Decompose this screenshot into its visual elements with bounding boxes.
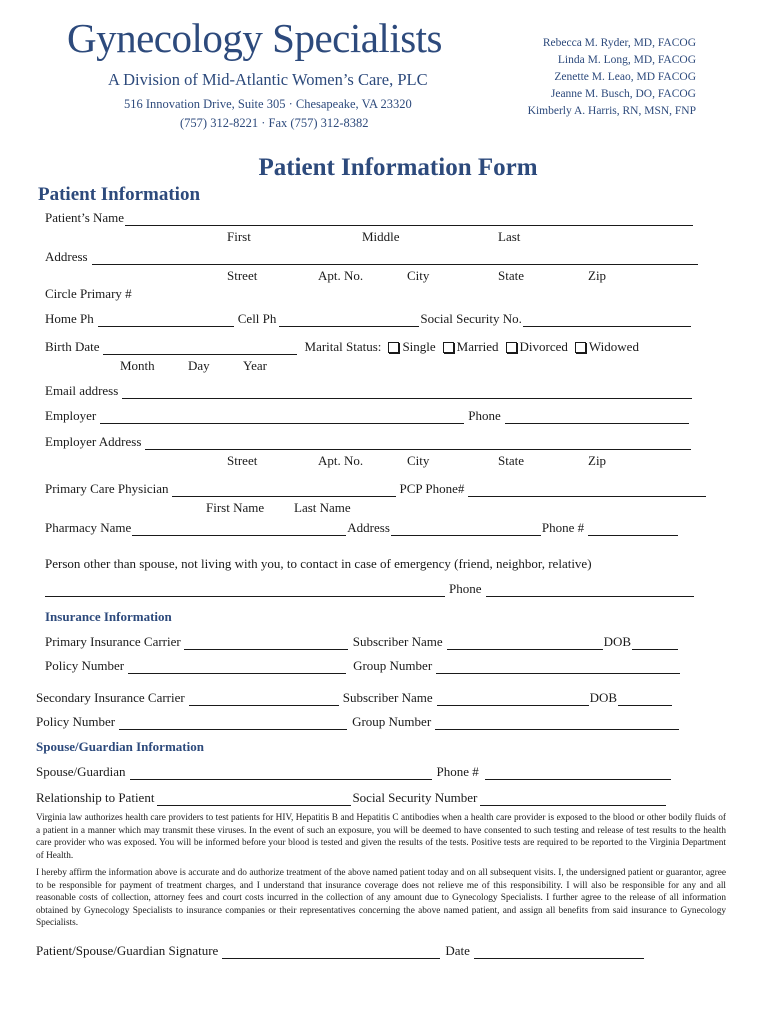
home-phone-field[interactable] [98, 314, 234, 327]
brand-name: Gynecology Specialists [67, 15, 443, 61]
employer-sub-city: City [407, 453, 430, 468]
checkbox-divorced[interactable] [506, 342, 517, 353]
primary-subscriber-label: Subscriber Name [352, 634, 443, 649]
spouse-phone-label: Phone # [436, 764, 479, 779]
emergency-contact-field[interactable] [45, 584, 445, 597]
secondary-subscriber-field[interactable] [437, 693, 589, 706]
circle-primary-label: Circle Primary # [45, 286, 132, 301]
birth-date-label: Birth Date [45, 339, 100, 354]
primary-policy-row [45, 657, 681, 674]
date-field[interactable] [474, 946, 644, 959]
name-sub-middle: Middle [362, 229, 400, 244]
secondary-subscriber-label: Subscriber Name [342, 690, 433, 705]
pharmacy-field[interactable] [132, 523, 346, 536]
spouse-ssn-field[interactable] [480, 793, 666, 806]
pharmacy-row [45, 519, 679, 536]
address-field[interactable] [92, 252, 698, 265]
checkbox-widowed[interactable] [575, 342, 586, 353]
marital-status-label: Marital Status: [304, 339, 382, 354]
employer-address-label: Employer Address [45, 434, 142, 449]
pcp-sub-first: First Name [206, 500, 265, 515]
spouse-phone-field[interactable] [485, 767, 671, 780]
secondary-policy-label: Policy Number [36, 714, 116, 729]
doctor-name: Zenette M. Leao, MD FACOG [554, 71, 696, 83]
emergency-row [45, 580, 695, 597]
primary-group-label: Group Number [353, 658, 433, 673]
address-sub-zip: Zip [588, 268, 607, 283]
email-row [45, 382, 693, 399]
section-title-insurance: Insurance Information [45, 609, 172, 624]
cell-phone-label: Cell Ph [237, 311, 277, 326]
pcp-field[interactable] [172, 484, 396, 497]
secondary-group-label: Group Number [352, 714, 432, 729]
marital-option-married: Married [456, 339, 499, 354]
marital-option-single: Single [402, 339, 436, 354]
employer-phone-label: Phone [468, 408, 501, 423]
employer-row [45, 407, 690, 424]
relationship-label: Relationship to Patient [36, 790, 155, 805]
doctor-name: Rebecca M. Ryder, MD, FACOG [542, 37, 696, 49]
phone-row [45, 310, 692, 327]
ssn-field[interactable] [523, 314, 691, 327]
employer-phone-field[interactable] [505, 411, 689, 424]
secondary-policy-row [36, 713, 680, 730]
doctor-name: Kimberly A. Harris, RN, MSN, FNP [527, 105, 696, 117]
pcp-label: Primary Care Physician [45, 481, 169, 496]
employer-address-field[interactable] [145, 437, 691, 450]
signature-row [36, 942, 645, 959]
section-title-patient: Patient Information [38, 184, 201, 205]
address-row [45, 248, 699, 265]
spouse-label: Spouse/Guardian [36, 764, 126, 779]
employer-sub-state: State [498, 453, 524, 468]
secondary-insurance-row [36, 689, 673, 706]
secondary-dob-field[interactable] [618, 693, 672, 706]
virginia-law-notice: Virginia law authorizes health care providers to test patients for HIV, Hepatitis B and Hepatitis C antibodies when a health care provider is exposed to the blood or other bodily fluids of a patient in a manner which may transmit these viruses. In the event of such an exposure, you will be deemed to have consented to such testing and release of test results to the health care provider who was exposed. You will be informed before your blood is tested and given the results of the tests. Positive tests are required to be reported to the Virginia Department of Health. [36, 813, 726, 861]
primary-group-field[interactable] [436, 661, 680, 674]
employer-sub-apt: Apt. No. [318, 453, 364, 468]
birth-sub-year: Year [243, 358, 267, 373]
patient-name-label: Patient’s Name [45, 210, 125, 225]
address-sub-state: State [498, 268, 524, 283]
primary-dob-label: DOB [603, 634, 632, 649]
secondary-group-field[interactable] [435, 717, 679, 730]
birth-marital-row [45, 338, 639, 355]
date-label: Date [445, 943, 470, 958]
primary-insurance-row [45, 633, 679, 650]
address-sub-street: Street [227, 268, 258, 283]
cell-phone-field[interactable] [279, 314, 419, 327]
name-sub-last: Last [498, 229, 521, 244]
primary-carrier-label: Primary Insurance Carrier [45, 634, 181, 649]
birth-sub-day: Day [188, 358, 210, 373]
doctor-list [528, 35, 696, 120]
emergency-phone-label: Phone [449, 581, 482, 596]
name-sub-first: First [227, 229, 251, 244]
relationship-field[interactable] [157, 793, 351, 806]
employer-sub-street: Street [227, 453, 258, 468]
pharmacy-address-field[interactable] [391, 523, 541, 536]
primary-policy-field[interactable] [128, 661, 346, 674]
pharmacy-address-label: Address [347, 520, 390, 535]
marital-option-widowed: Widowed [588, 339, 639, 354]
signature-field[interactable] [222, 946, 440, 959]
secondary-carrier-field[interactable] [189, 693, 339, 706]
home-phone-label: Home Ph [45, 311, 94, 326]
employer-label: Employer [45, 408, 97, 423]
doctor-name: Jeanne M. Busch, DO, FACOG [550, 88, 696, 100]
employer-sub-zip: Zip [588, 453, 607, 468]
patient-name-field[interactable] [125, 213, 693, 226]
relationship-row [36, 789, 667, 806]
email-field[interactable] [122, 386, 692, 399]
affirmation-statement: I hereby affirm the information above is accurate and do authorize treatment of the above named patient today and on all subsequent visits. I, the undersigned patient or guarantor, agree to be responsible for payment of treatment charges, and I understand that insurance coverage does not relieve me of this responsibility. I will also be responsible for any and all reasonable costs of collection, attorney fees and court costs incurred in the collection of any amount due to Gynecology Specialists. I further agree to the release of all information obtained by Gynecology Specialists to insurance companies or their representatives concerning the above named patient, and assign all benefits from said insurance to Gynecology Specialists. [36, 868, 726, 929]
emergency-phone-field[interactable] [486, 584, 694, 597]
ssn-label: Social Security No. [420, 311, 522, 326]
pcp-phone-label: PCP Phone# [399, 481, 465, 496]
primary-policy-label: Policy Number [45, 658, 125, 673]
patient-name-row [45, 209, 694, 226]
secondary-policy-field[interactable] [119, 717, 347, 730]
practice-address: 516 Innovation Drive, Suite 305 · Chesapeake, VA 23320 [124, 97, 412, 111]
spouse-row [36, 763, 672, 780]
emergency-contact-label: Person other than spouse, not living with you, to contact in case of emergency (friend, neighbor, relative) [45, 556, 592, 571]
birth-sub-month: Month [120, 358, 155, 373]
pcp-row [45, 480, 707, 497]
spouse-field[interactable] [130, 767, 432, 780]
form-title: Patient Information Form [258, 154, 538, 181]
spouse-ssn-label: Social Security Number [352, 790, 478, 805]
primary-carrier-field[interactable] [184, 637, 348, 650]
secondary-dob-label: DOB [589, 690, 618, 705]
pcp-phone-field[interactable] [468, 484, 706, 497]
signature-label: Patient/Spouse/Guardian Signature [36, 943, 219, 958]
section-title-spouse: Spouse/Guardian Information [36, 739, 204, 754]
address-sub-apt: Apt. No. [318, 268, 364, 283]
pharmacy-phone-field[interactable] [588, 523, 678, 536]
division-name: A Division of Mid-Atlantic Women’s Care, PLC [108, 70, 428, 89]
primary-subscriber-field[interactable] [447, 637, 603, 650]
checkbox-single[interactable] [388, 342, 399, 353]
address-label: Address [45, 249, 88, 264]
employer-address-row [45, 433, 692, 450]
pharmacy-label: Pharmacy Name [45, 520, 132, 535]
email-label: Email address [45, 383, 119, 398]
employer-field[interactable] [100, 411, 464, 424]
marital-option-divorced: Divorced [519, 339, 568, 354]
pcp-sub-last: Last Name [294, 500, 351, 515]
primary-dob-field[interactable] [632, 637, 678, 650]
secondary-carrier-label: Secondary Insurance Carrier [36, 690, 185, 705]
pharmacy-phone-label: Phone # [541, 520, 585, 535]
practice-phone: (757) 312-8221 · Fax (757) 312-8382 [180, 116, 369, 130]
doctor-name: Linda M. Long, MD, FACOG [557, 54, 696, 66]
address-sub-city: City [407, 268, 430, 283]
birth-date-field[interactable] [103, 342, 297, 355]
checkbox-married[interactable] [443, 342, 454, 353]
